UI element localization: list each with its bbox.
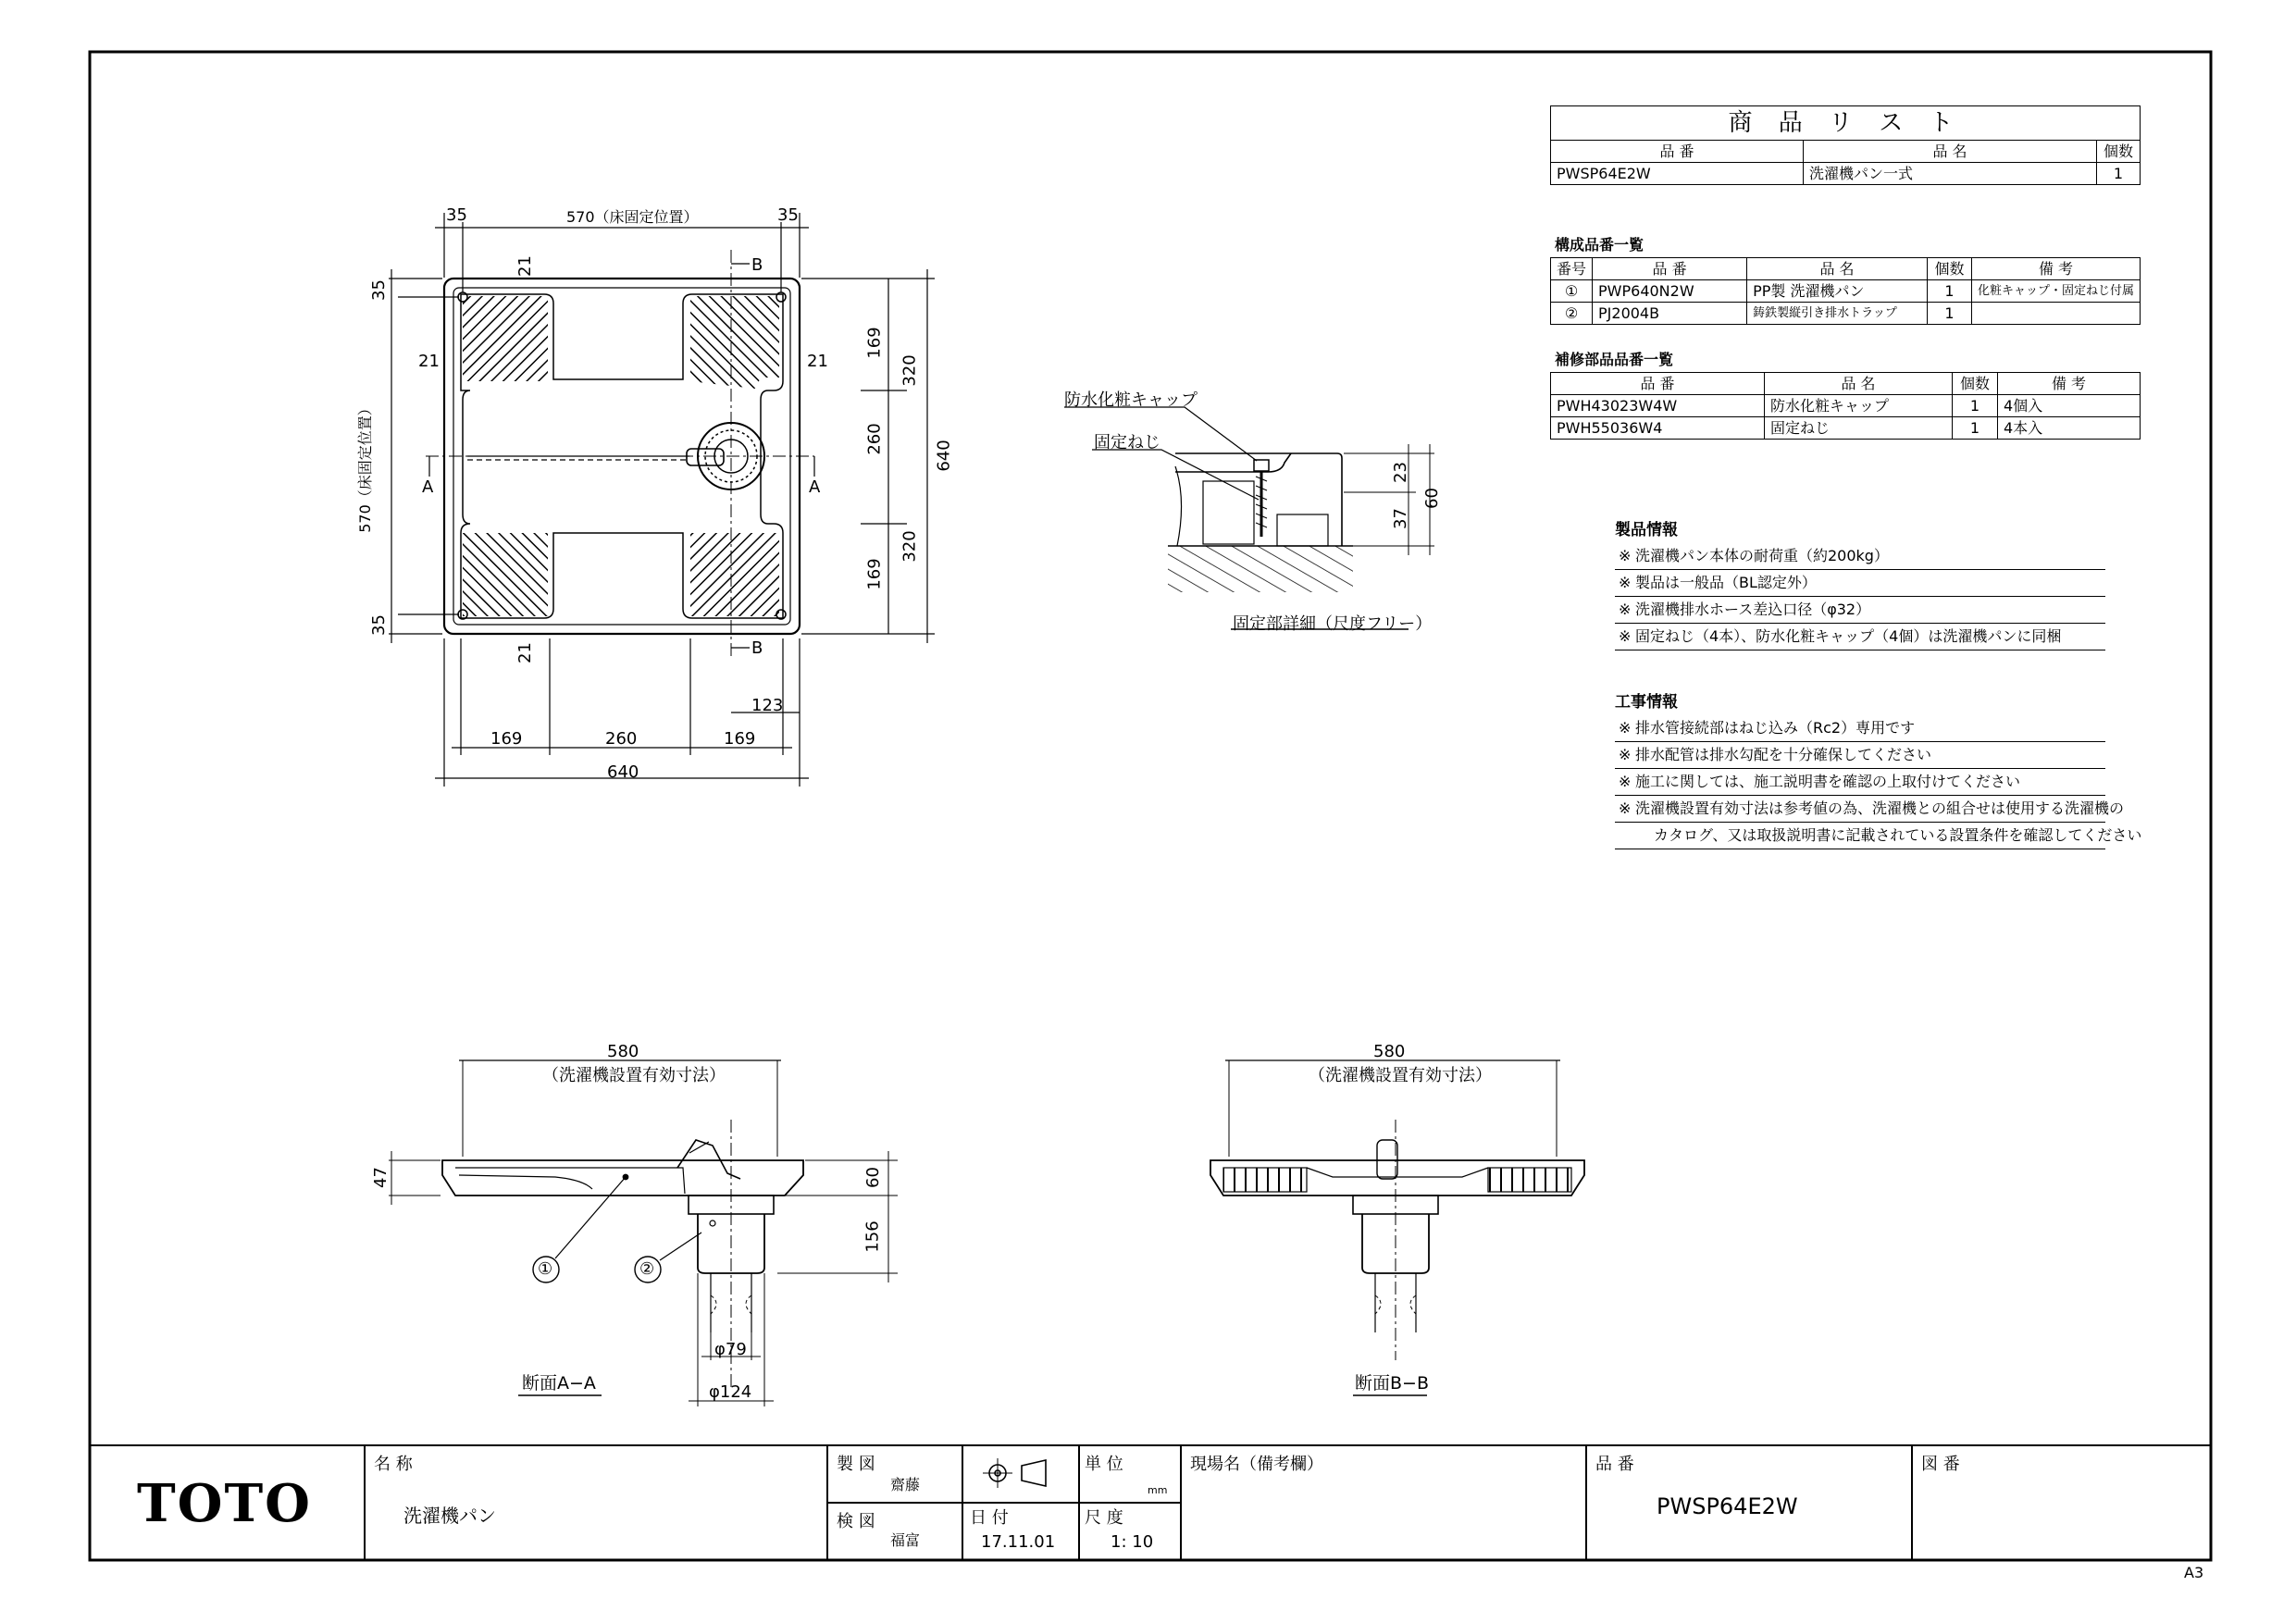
comp-row: [1551, 280, 2141, 303]
rep-row: [1551, 417, 2141, 440]
comp-header-part: 品 番: [1593, 258, 1747, 280]
repair-table: [1550, 372, 2141, 440]
detail-cap-label: 防水化粧キャップ: [1064, 390, 1198, 410]
rep-qty: 1: [1953, 395, 1998, 417]
note-mark: ※: [1619, 773, 1632, 790]
comp-qty: 1: [1927, 280, 1971, 303]
bb-effective-label: （洗濯機設置有効寸法）: [1309, 1066, 1492, 1085]
section-aa: [389, 1060, 898, 1406]
product-info-item: [1615, 570, 2105, 597]
aa-effective-label: （洗濯機設置有効寸法）: [542, 1066, 726, 1085]
dim-169-right-top: 169: [864, 327, 885, 359]
tb-checked-label: 検 図: [837, 1512, 875, 1531]
comp-no: ①: [1551, 280, 1593, 303]
product-info-item: [1615, 597, 2105, 624]
dim-640-right: 640: [934, 440, 954, 472]
rep-row: [1551, 395, 2141, 417]
detail-dim-23: 23: [1390, 462, 1410, 483]
dim-320-right-top: 320: [900, 354, 920, 387]
toto-logo: TOTO: [137, 1473, 312, 1534]
sheet-size: A3: [2184, 1564, 2204, 1581]
rep-name: 防水化粧キャップ: [1765, 395, 1953, 417]
dim-570-top: 570（床固定位置）: [566, 208, 699, 226]
note-mark: ※: [1619, 574, 1632, 591]
comp-name: 鋳鉄製縦引き排水トラップ: [1747, 303, 1928, 325]
dim-169-right-bottom: 169: [864, 558, 885, 590]
note-mark: ※: [1619, 627, 1632, 645]
comp-no: ②: [1551, 303, 1593, 325]
rep-header-name: 品 名: [1765, 373, 1953, 395]
dim-21-left: 21: [418, 352, 440, 371]
dim-169-bottom-right: 169: [724, 729, 756, 749]
pl-part: PWSP64E2W: [1551, 163, 1804, 185]
rep-qty: 1: [1953, 417, 1998, 440]
aa-callout-1: ①: [538, 1259, 553, 1279]
aa-dim-47: 47: [370, 1167, 391, 1188]
rep-note: 4本入: [1998, 417, 2141, 440]
dim-640-bottom: 640: [607, 762, 639, 782]
projection-symbol: [983, 1458, 1046, 1488]
detail-screw-label: 固定ねじ: [1094, 433, 1160, 452]
construction-info-text: 施工に関しては、施工説明書を確認の上取付けてください: [1635, 773, 2021, 790]
product-info-text: 固定ねじ（4本）、防水化粧キャップ（4個）は洗濯機パンに同梱: [1635, 627, 2062, 645]
note-mark: ※: [1619, 719, 1632, 737]
dim-21-top: 21: [515, 255, 535, 277]
rep-part: PWH43023W4W: [1551, 395, 1765, 417]
dim-260-right: 260: [864, 423, 885, 455]
repair-heading: 補修部品品番一覧: [1555, 351, 1674, 368]
aa-dim-60: 60: [863, 1167, 883, 1188]
tb-checked-value: 福富: [890, 1531, 921, 1549]
comp-part: PJ2004B: [1593, 303, 1747, 325]
product-list-table: [1550, 105, 2141, 185]
rep-name: 固定ねじ: [1765, 417, 1953, 440]
section-mark-b-bottom: B: [751, 638, 763, 658]
dim-570-left: 570（床固定位置）: [355, 401, 374, 533]
product-list-title: 商 品 リ ス ト: [1551, 106, 2141, 141]
construction-info-heading: 工事情報: [1615, 693, 1678, 712]
rep-part: PWH55036W4: [1551, 417, 1765, 440]
comp-header-qty: 個数: [1927, 258, 1971, 280]
note-mark: ※: [1619, 746, 1632, 763]
detail-dim-60: 60: [1421, 488, 1442, 509]
dim-123-bottom: 123: [751, 696, 784, 715]
detail-caption: 固定部詳細（尺度フリー）: [1233, 614, 1433, 634]
comp-qty: 1: [1927, 303, 1971, 325]
product-info-item: [1615, 543, 2105, 570]
tb-unit-value: mm: [1148, 1484, 1168, 1496]
dim-35-top-right: 35: [777, 205, 799, 225]
comp-header-note: 備 考: [1971, 258, 2140, 280]
construction-info-text: 排水管接続部はねじ込み（Rc2）専用です: [1635, 719, 1916, 737]
comp-note: 化粧キャップ・固定ねじ付属: [1971, 280, 2140, 303]
tb-unit-label: 単 位: [1085, 1455, 1123, 1474]
note-mark: ※: [1619, 547, 1632, 564]
components-table: [1550, 257, 2141, 325]
bb-caption: 断面B−B: [1355, 1373, 1429, 1394]
pl-header-qty: 個数: [2097, 141, 2141, 163]
aa-caption: 断面A−A: [522, 1373, 596, 1394]
pl-row: [1551, 163, 2141, 185]
product-info-item: [1615, 624, 2105, 650]
comp-header-no: 番号: [1551, 258, 1593, 280]
dim-35-left-top: 35: [368, 279, 389, 301]
construction-info-item: [1615, 742, 2105, 769]
aa-dim-580: 580: [607, 1042, 639, 1061]
construction-info-text: 洗濯機設置有効寸法は参考値の為、洗濯機との組合せは使用する洗濯機の: [1635, 799, 2125, 817]
section-mark-a-right: A: [809, 477, 821, 497]
product-info-heading: 製品情報: [1615, 521, 1678, 539]
note-mark: ※: [1619, 799, 1632, 817]
product-info-text: 洗濯機パン本体の耐荷重（約200kg）: [1635, 547, 1889, 564]
pl-header-name: 品 名: [1804, 141, 2097, 163]
product-info: [1615, 516, 2105, 650]
tb-name-label: 名 称: [374, 1455, 413, 1474]
construction-info-continuation: カタログ、又は取扱説明書に記載されている設置条件を確認してください: [1615, 823, 2105, 849]
tb-drawn-label: 製 図: [837, 1455, 875, 1474]
construction-info-item: [1615, 715, 2105, 742]
bb-dim-580: 580: [1373, 1042, 1406, 1061]
product-info-text: 洗濯機排水ホース差込口径（φ32）: [1635, 601, 1871, 618]
comp-row: [1551, 303, 2141, 325]
comp-part: PWP640N2W: [1593, 280, 1747, 303]
section-mark-a-left: A: [422, 477, 434, 497]
rep-note: 4個入: [1998, 395, 2141, 417]
tb-drawn-value: 齋藤: [890, 1476, 921, 1493]
tb-part-value: PWSP64E2W: [1657, 1493, 1798, 1519]
rep-header-part: 品 番: [1551, 373, 1765, 395]
aa-dim-d124: φ124: [709, 1382, 752, 1402]
construction-info-item: [1615, 769, 2105, 796]
tb-scale-value: 1: 10: [1111, 1532, 1154, 1552]
aa-dim-156: 156: [863, 1220, 883, 1253]
detail-dim-37: 37: [1390, 508, 1410, 529]
note-mark: ※: [1619, 601, 1632, 618]
dim-35-left-bottom: 35: [368, 614, 389, 636]
construction-info-text: 排水配管は排水勾配を十分確保してください: [1635, 746, 1932, 763]
rep-header-note: 備 考: [1998, 373, 2141, 395]
aa-dim-d79: φ79: [714, 1340, 747, 1359]
tb-site-label: 現場名（備考欄）: [1190, 1455, 1323, 1474]
dim-21-bottom: 21: [515, 642, 535, 663]
plan-view: [426, 250, 814, 657]
product-info-text: 製品は一般品（BL認定外）: [1635, 574, 1817, 591]
tb-date-value: 17.11.01: [981, 1532, 1056, 1552]
section-bb: [1210, 1060, 1584, 1395]
tb-dwg-label: 図 番: [1921, 1455, 1960, 1474]
comp-name: PP製 洗濯機パン: [1747, 280, 1928, 303]
comp-note: [1971, 303, 2140, 325]
pl-name: 洗濯機パン一式: [1804, 163, 2097, 185]
tb-date-label: 日 付: [970, 1508, 1009, 1528]
dim-21-right: 21: [807, 352, 828, 371]
pl-qty: 1: [2097, 163, 2141, 185]
aa-callout-2: ②: [639, 1259, 655, 1279]
dim-260-bottom: 260: [605, 729, 638, 749]
tb-scale-label: 尺 度: [1085, 1508, 1123, 1528]
construction-info: [1615, 688, 2142, 849]
rep-header-qty: 個数: [1953, 373, 1998, 395]
pl-header-part: 品 番: [1551, 141, 1804, 163]
dim-169-bottom-left: 169: [490, 729, 523, 749]
section-mark-b-top: B: [751, 255, 763, 275]
dim-320-right-bottom: 320: [900, 530, 920, 563]
dim-35-top-left: 35: [446, 205, 467, 225]
tb-part-label: 品 番: [1595, 1455, 1634, 1474]
construction-info-item: [1615, 796, 2125, 823]
components-heading: 構成品番一覧: [1555, 236, 1644, 254]
comp-header-name: 品 名: [1747, 258, 1928, 280]
tb-name-value: 洗濯機パン: [403, 1505, 496, 1527]
